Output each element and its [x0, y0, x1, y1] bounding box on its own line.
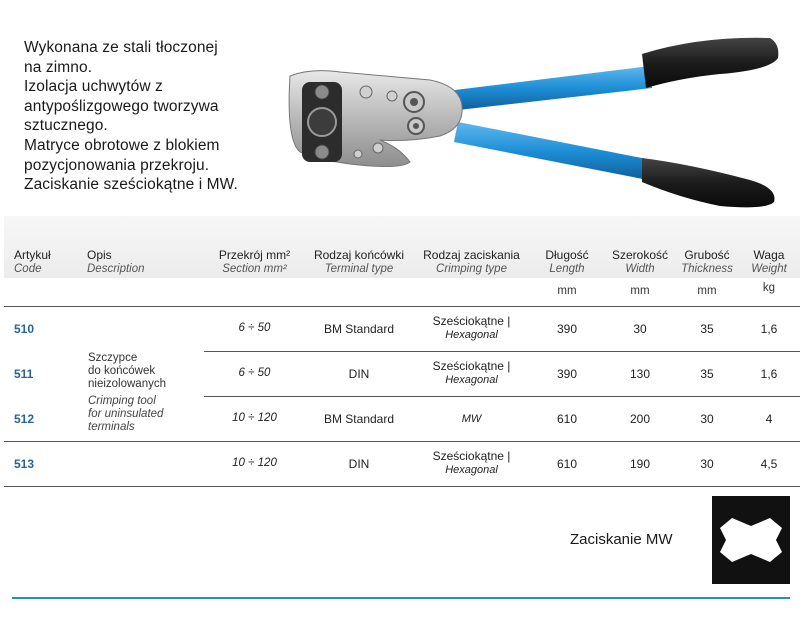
- mw-crimp-label: Zaciskanie MW: [570, 531, 673, 548]
- row-length: 610: [556, 457, 578, 471]
- intro-line: sztucznego.: [24, 117, 108, 135]
- unit-weight: kg: [762, 282, 776, 294]
- header-weight: Waga Weight: [751, 248, 787, 275]
- row-crimp: MW: [461, 413, 482, 425]
- row-section: 10 ÷ 120: [232, 457, 277, 469]
- row-crimp: Sześciokątne | Hexagonal: [432, 449, 511, 476]
- row-length: 390: [556, 322, 578, 336]
- row-section: 6 ÷ 50: [238, 367, 271, 379]
- row-code: 510: [14, 322, 35, 336]
- row-terminal: BM Standard: [323, 322, 395, 336]
- row-weight: 1,6: [760, 367, 778, 381]
- unit-length: mm: [557, 285, 577, 297]
- footer-rule: [12, 597, 790, 599]
- intro-line: Izolacja uchwytów z: [24, 78, 163, 96]
- unit-thickness: mm: [697, 285, 717, 297]
- header-section: Przekrój mm² Section mm²: [218, 248, 291, 275]
- row-width: 190: [629, 457, 651, 471]
- row-length: 390: [556, 367, 578, 381]
- header-length: Długość Length: [545, 248, 589, 275]
- row-terminal: BM Standard: [323, 412, 395, 426]
- row-width: 200: [629, 412, 651, 426]
- row-code: 511: [14, 367, 34, 381]
- product-description: [24, 38, 294, 195]
- row-thickness: 35: [700, 367, 714, 381]
- mw-crimp-profile-icon: [712, 496, 790, 584]
- intro-line: antypoślizgowego tworzywa: [24, 97, 219, 115]
- row-weight: 4,5: [760, 457, 778, 471]
- row-length: 610: [556, 412, 578, 426]
- header-terminal-type: Rodzaj końcówki Terminal type: [313, 248, 405, 275]
- header-thickness: Grubość Thickness: [681, 248, 733, 275]
- unit-width: mm: [630, 285, 650, 297]
- row-thickness: 30: [700, 457, 714, 471]
- divider: [4, 486, 800, 487]
- header-code: Artykuł Code: [14, 248, 51, 275]
- row-thickness: 30: [700, 412, 714, 426]
- intro-line: pozycjonowania przekroju.: [24, 156, 210, 174]
- intro-line: Matryce obrotowe z blokiem: [24, 136, 220, 154]
- units-row: [4, 278, 800, 306]
- header-crimping-type: Rodzaj zaciskania Crimping type: [423, 248, 520, 275]
- row-terminal: DIN: [348, 367, 370, 381]
- row-crimp: Sześciokątne | Hexagonal: [432, 314, 511, 341]
- spec-table: [4, 216, 800, 476]
- header-description: Opis Description: [87, 248, 145, 275]
- intro-line: Zaciskanie sześciokątne i MW.: [24, 176, 238, 194]
- crimping-tool-image: [280, 30, 785, 210]
- intro-line: Wykonana ze stali tłoczonej: [24, 39, 218, 56]
- row-width: 30: [633, 322, 647, 336]
- table-row: [4, 306, 800, 351]
- row-code: 512: [14, 412, 35, 426]
- row-description: Szczypce do końcówek nieizolowanych Crimping tool for uninsulated terminals: [88, 352, 166, 433]
- row-section: 10 ÷ 120: [232, 412, 277, 424]
- row-crimp: Sześciokątne | Hexagonal: [432, 359, 511, 386]
- row-weight: 1,6: [760, 322, 778, 336]
- table-header: [4, 216, 800, 278]
- row-weight: 4: [765, 412, 773, 426]
- header-width: Szerokość Width: [611, 248, 669, 275]
- row-section: 6 ÷ 50: [238, 322, 271, 334]
- row-thickness: 35: [700, 322, 714, 336]
- row-code: 513: [14, 457, 35, 471]
- table-row: [4, 441, 800, 486]
- intro-line: na zimno.: [24, 58, 93, 76]
- row-width: 130: [629, 367, 651, 381]
- row-terminal: DIN: [348, 457, 370, 471]
